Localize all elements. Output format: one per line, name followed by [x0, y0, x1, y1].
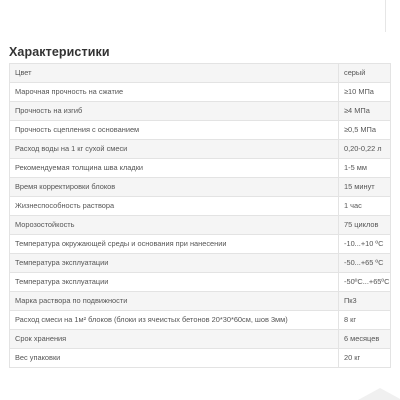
spec-value: 6 месяцев [339, 330, 391, 349]
table-row [10, 121, 391, 140]
table-row [10, 292, 391, 311]
spec-label: Марочная прочность на сжатие [10, 83, 339, 102]
spec-value: 1 час [339, 197, 391, 216]
table-row [10, 178, 391, 197]
spec-value: 75 циклов [339, 216, 391, 235]
divider-line [385, 0, 386, 32]
table-row [10, 102, 391, 121]
spec-value: 20 кг [339, 349, 391, 368]
spec-label: Марка раствора по подвижности [10, 292, 339, 311]
spec-value: -10...+10 ºС [339, 235, 391, 254]
spec-value: -50ºС...+65ºС [339, 273, 391, 292]
table-row [10, 254, 391, 273]
spec-value: 1-5 мм [339, 159, 391, 178]
table-row [10, 197, 391, 216]
spec-label: Температура эксплуатации [10, 254, 339, 273]
table-row [10, 273, 391, 292]
spec-label: Морозостойкость [10, 216, 339, 235]
spec-value: 8 кг [339, 311, 391, 330]
table-row [10, 311, 391, 330]
spec-value: Пк3 [339, 292, 391, 311]
table-row [10, 330, 391, 349]
scroll-to-top-tab[interactable] [358, 388, 400, 400]
table-row [10, 216, 391, 235]
spec-label: Температура эксплуатации [10, 273, 339, 292]
spec-label: Жизнеспособность раствора [10, 197, 339, 216]
section-title: Характеристики [9, 45, 110, 59]
table-row [10, 235, 391, 254]
spec-label: Расход воды на 1 кг сухой смеси [10, 140, 339, 159]
table-row [10, 349, 391, 368]
specifications-table [9, 63, 391, 368]
spec-label: Время корректировки блоков [10, 178, 339, 197]
table-row [10, 159, 391, 178]
spec-label: Температура окружающей среды и основания при нанесении [10, 235, 339, 254]
table-row [10, 140, 391, 159]
spec-value: -50...+65 ºС [339, 254, 391, 273]
spec-value: ≥0,5 МПа [339, 121, 391, 140]
spec-value: серый [339, 64, 391, 83]
spec-value: 15 минут [339, 178, 391, 197]
spec-label: Расход смеси на 1м² блоков (блоки из ячеистых бетонов 20*30*60см, шов 3мм) [10, 311, 339, 330]
spec-label: Рекомендуемая толщина шва кладки [10, 159, 339, 178]
spec-label: Прочность на изгиб [10, 102, 339, 121]
spec-label: Прочность сцепления с основанием [10, 121, 339, 140]
table-row [10, 83, 391, 102]
spec-value: 0,20-0,22 л [339, 140, 391, 159]
spec-value: ≥10 МПа [339, 83, 391, 102]
spec-label: Вес упаковки [10, 349, 339, 368]
spec-label: Цвет [10, 64, 339, 83]
spec-value: ≥4 МПа [339, 102, 391, 121]
table-row [10, 64, 391, 83]
spec-label: Срок хранения [10, 330, 339, 349]
